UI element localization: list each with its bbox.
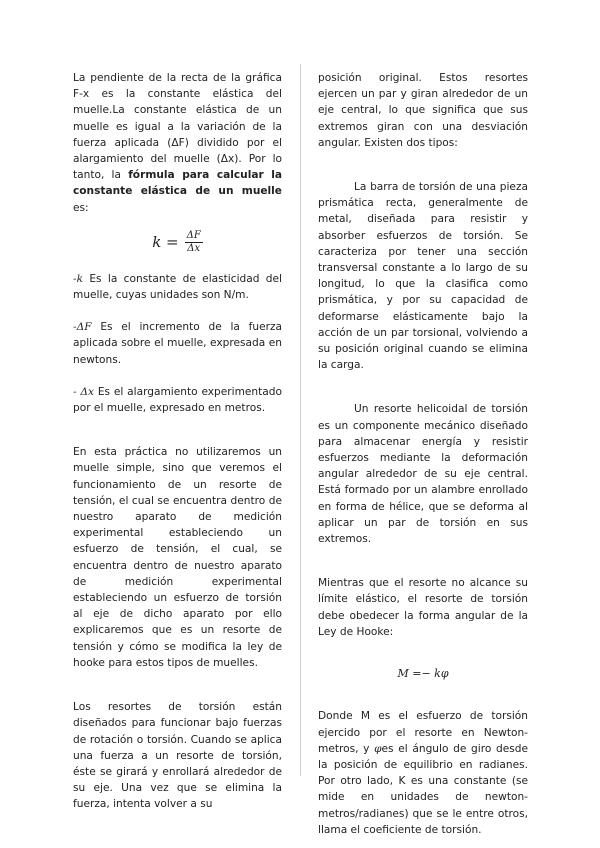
fraction-denominator: Δx <box>187 242 201 254</box>
symbol-phi: φ <box>374 742 382 755</box>
symbol: - Δx <box>73 385 95 398</box>
text-span: Es el alargamiento experimentado por el muelle, expresado en metros. <box>73 385 282 415</box>
symbol: -k <box>73 272 83 285</box>
text-span: Es el incremento de la fuerza aplicada sobre el muelle, expresada en newtons. <box>73 321 282 366</box>
paragraph-definitions <box>318 708 528 838</box>
paragraph-elastic-constant <box>73 70 282 216</box>
paragraph-torsion-springs: Los resortes de torsión están diseñados para funcionar bajo fuerzas de rotación o torsión. Cuando se aplica una fuerza a un resorte de torsión, éste se girará y enrollará alrededor de su eje. Una vez que se elimina la fuerza, intenta volver a su <box>73 701 282 811</box>
paragraph-practice: En esta práctica no utilizaremos un muelle simple, sino que veremos el funcionamiento de un resorte de tensión, el cual se encuentra dentro de nuestro aparato de medición experimental estableciendo un esfuerzo de tensión, el cual, se encuentra dentro de nuestro aparato de medición experimental estableciendo un esfuerzo de torsión al eje de dicho aparato por ello explicaremos que es un resorte de tensión y cómo se modifica la ley de hooke para estos tipos de muelles. <box>73 446 282 669</box>
text-span: Es la constante de elasticidad del muelle, cuyas unidades son N/m. <box>73 272 282 302</box>
formula-k <box>73 230 282 255</box>
column-divider <box>300 64 301 776</box>
fraction <box>185 230 203 255</box>
definition-k <box>73 271 282 303</box>
text-span: es el ángulo de giro desde la posición de equilibrio en radianes. Por otro lado, K es una constante (se mide en unidades de newton-metros/radianes) que se le entre otros, llama el coeficiente de torsión. <box>318 742 528 836</box>
definition-deltaF <box>73 319 282 368</box>
paragraph-helical-spring: Un resorte helicoidal de torsión es un componente mecánico diseñado para almacenar energía y resistir esfuerzos mediante la deformación angular alrededor de su eje central. Está formado por un alambre enrollado en forma de hélice, que se deforma al aplicar un par de torsión en sus extremos. <box>318 403 528 546</box>
fraction-numerator: ΔF <box>186 229 201 241</box>
left-column <box>73 70 282 813</box>
text-span: es: <box>73 201 89 214</box>
paragraph-torsion-bar: La barra de torsión de una pieza prismática recta, generalmente de metal, diseñada para resistir y absorber esfuerzos de torsión. Se caracteriza por tener una sección transversal constante a lo largo de su longitud, lo que la clasifica como prismática, y por su capacidad de deformarse elásticamente bajo la acción de un par torsional, volviendo a su posición original cuando se elimina la carga. <box>318 181 528 372</box>
formula-torsion: M =− kφ <box>397 667 449 681</box>
text-span: La pendiente de la recta de la gráfica F-x es la constante elástica del muelle.La constante elástica de un muelle es igual a la variación de la fuerza aplicada (ΔF) dividido por el alargamiento del muelle (Δx). Por lo tanto, la <box>73 72 282 182</box>
definition-deltax <box>73 384 282 416</box>
formula-lhs: k = <box>152 233 179 252</box>
right-column <box>318 70 528 838</box>
symbol: -ΔF <box>73 321 92 334</box>
paragraph-original-position: posición original. Estos resortes ejercen un par y giran alrededor de un eje central, lo que significa que sus extremos giran con una desviación angular. Existen dos tipos: <box>318 72 528 149</box>
bold-text: fórmula para calcular la constante elástica de un muelle <box>73 169 282 198</box>
paragraph-hooke-law: Mientras que el resorte no alcance su límite elástico, el resorte de torsión debe obedecer la forma angular de la Ley de Hooke: <box>318 577 528 638</box>
text-span: Donde M es el esfuerzo de torsión ejercido por el resorte en Newton-metros, y <box>318 710 528 755</box>
